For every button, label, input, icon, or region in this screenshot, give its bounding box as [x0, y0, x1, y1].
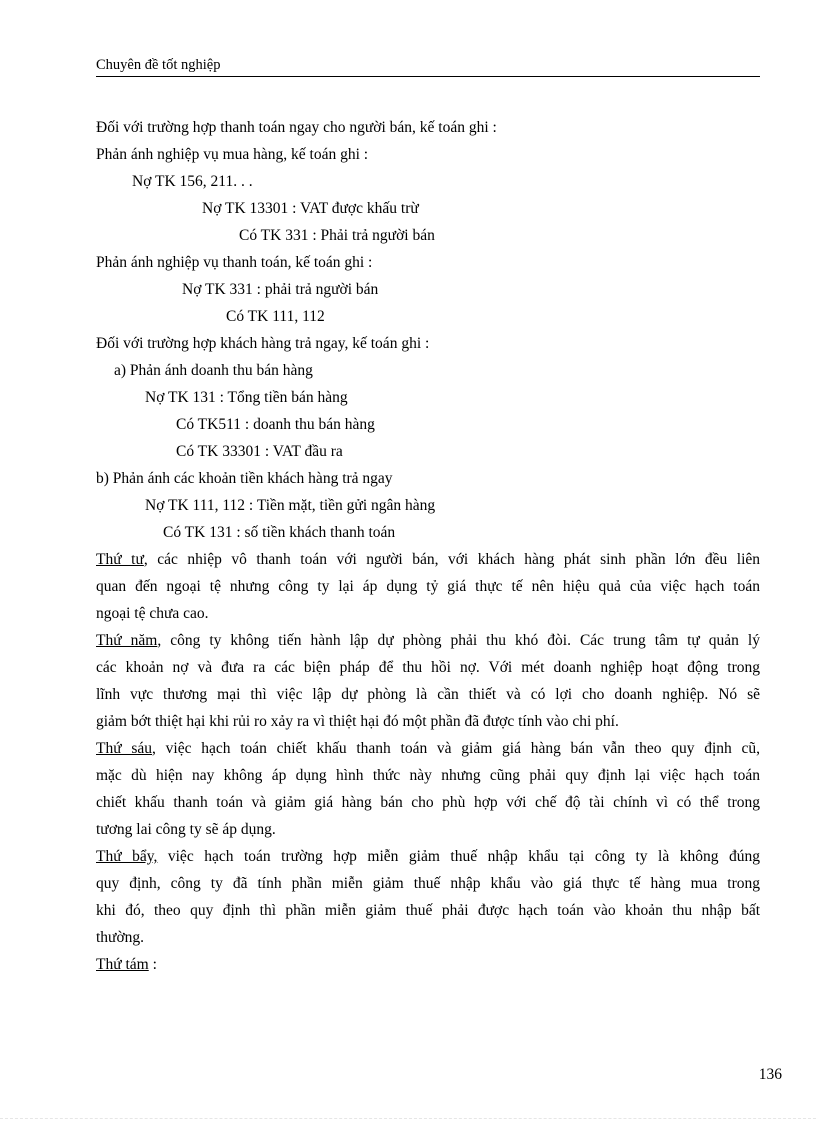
paragraph-line: quan đến ngoại tệ nhưng công ty lại áp dụng tỷ giá thực tế nên hiệu quả của việc hạch toán	[96, 578, 760, 595]
paragraph-line: tương lai công ty sẽ áp dụng.	[96, 821, 276, 838]
paragraph-label: Thứ tư	[96, 551, 144, 568]
paragraph-text: , công ty không tiến hành lập dự phòng phải thu khó đòi. Các trung tâm tự quản lý	[157, 632, 760, 649]
paragraph-line: chiết khấu thanh toán và giảm giá hàng bán cho phù hợp với chế độ tài chính vì có thể trong	[96, 794, 760, 811]
page-header	[96, 56, 760, 77]
entry-line: Có TK 331 : Phải trả người bán	[239, 227, 435, 244]
entry-line: Nợ TK 111, 112 : Tiền mặt, tiền gửi ngân hàng	[145, 497, 436, 514]
paragraph-text: , các nhiệp vô thanh toán với người bán, với khách hàng phát sinh phần lớn đều liên	[143, 551, 760, 568]
text-line: Đối với trường hợp khách hàng trả ngay, kế toán ghi :	[96, 335, 430, 352]
entry-line: Có TK511 : doanh thu bán hàng	[176, 416, 375, 433]
paragraph-line: ngoại tệ chưa cao.	[96, 605, 209, 622]
entry-line: Có TK 131 : số tiền khách thanh toán	[163, 524, 396, 541]
paragraph-line	[96, 735, 760, 762]
paragraph-line	[96, 843, 760, 870]
paragraph-text: , việc hạch toán chiết khấu thanh toán và giảm giá hàng bán vẫn theo quy định cũ,	[152, 740, 760, 757]
document-body	[96, 114, 760, 978]
paragraph-line: các khoản nợ và đưa ra các biện pháp để thu hồi nợ. Với mét doanh nghiệp hoạt động trong	[96, 659, 760, 676]
text-line: b) Phản ánh các khoản tiền khách hàng trả ngay	[96, 470, 393, 487]
paragraph-text: :	[148, 956, 157, 973]
paragraph-line: quy định, công ty đã tính phần miễn giảm thuế nhập khẩu vào giá thực tế hàng mua trong	[96, 875, 760, 892]
entry-line: a) Phản ánh doanh thu bán hàng	[114, 362, 313, 379]
paragraph-line: thường.	[96, 929, 145, 946]
page-number: 136	[758, 1066, 782, 1083]
paragraph-line	[96, 627, 760, 654]
text-line: Đối với trường hợp thanh toán ngay cho người bán, kế toán ghi :	[96, 119, 497, 136]
paragraph-label: Thứ sáu	[96, 740, 153, 757]
entry-line: Nợ TK 331 : phải trả người bán	[182, 281, 379, 298]
paragraph-label: Thứ tám	[96, 956, 149, 973]
page-bottom-rule	[0, 1118, 816, 1119]
header-title: Chuyên đề tốt nghiệp	[96, 57, 221, 73]
entry-line: Nợ TK 13301 : VAT được khấu trừ	[202, 200, 419, 217]
paragraph-line: mặc dù hiện nay không áp dụng hình thức này nhưng cũng phải quy định lại việc hạch toán	[96, 767, 760, 784]
entry-line: Nợ TK 156, 211. . .	[132, 173, 253, 190]
paragraph-line: lĩnh vực thương mại thì việc lập dự phòng là cần thiết và có lợi cho doanh nghiệp. Nó sẽ	[96, 686, 760, 703]
entry-line: Có TK 111, 112	[226, 308, 325, 325]
text-line: Phản ánh nghiệp vụ mua hàng, kế toán ghi :	[96, 146, 369, 163]
paragraph-label: Thứ bẩy,	[96, 848, 158, 865]
entry-line: Có TK 33301 : VAT đầu ra	[176, 443, 343, 460]
entry-line: Nợ TK 131 : Tổng tiền bán hàng	[145, 389, 348, 406]
paragraph-label: Thứ năm	[96, 632, 158, 649]
paragraph-line: giảm bớt thiệt hại khi rủi ro xảy ra vì thiệt hại đó một phần đã được tính vào chi phí.	[96, 713, 619, 730]
paragraph-line: khi đó, theo quy định thì phần miễn giảm thuế phải được hạch toán vào khoản thu nhập bất	[96, 902, 760, 919]
text-line: Phản ánh nghiệp vụ thanh toán, kế toán ghi :	[96, 254, 373, 271]
paragraph-line	[96, 546, 760, 573]
paragraph-line	[96, 951, 760, 978]
paragraph-text: việc hạch toán trường hợp miễn giảm thuế nhập khẩu tại công ty là không đúng	[157, 848, 760, 865]
